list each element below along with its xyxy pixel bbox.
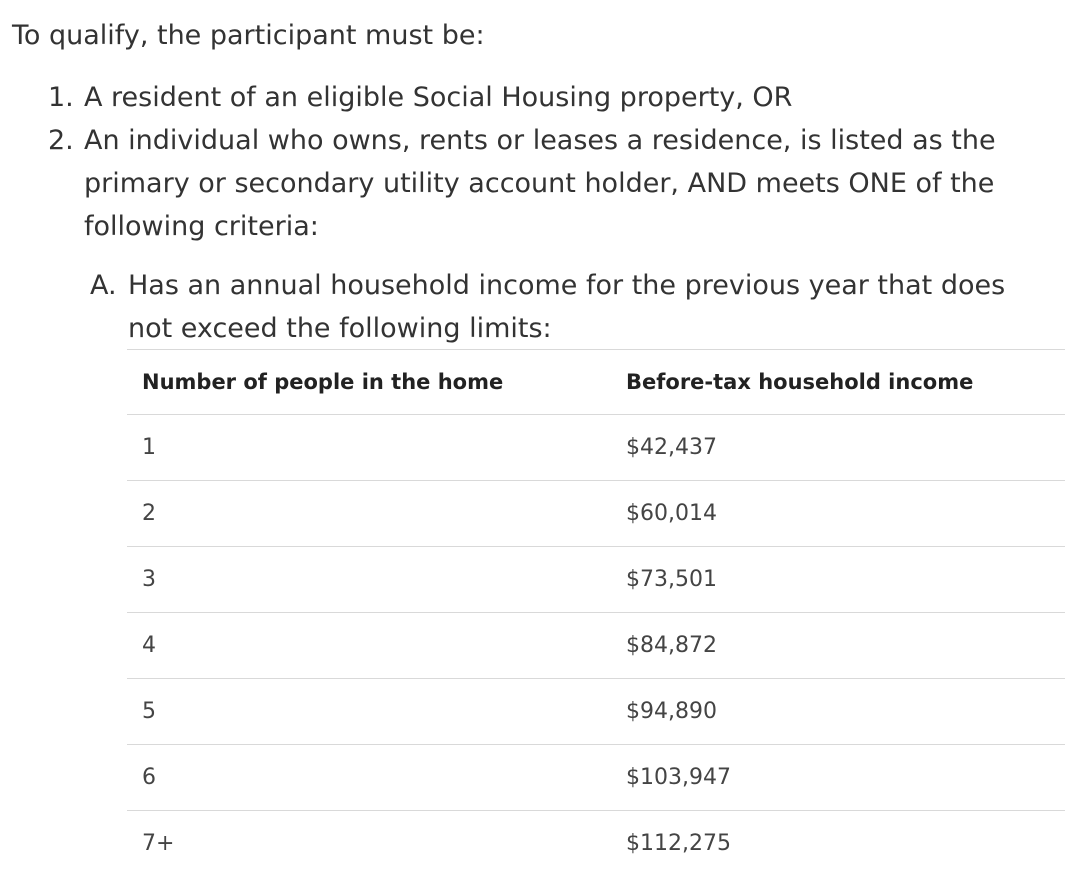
income-cell: $73,501: [611, 547, 1065, 613]
people-count-cell: 1: [127, 415, 611, 481]
table-row: [127, 613, 1065, 679]
people-count-cell: 7+: [142, 831, 175, 856]
table-row: [127, 745, 1065, 811]
header-income: Before-tax household income: [611, 350, 1065, 415]
income-cell: $60,014: [611, 481, 1065, 547]
people-count-cell: 3: [127, 547, 611, 613]
criteria-text: A resident of an eligible Social Housing property, OR: [84, 82, 793, 113]
sub-criteria-item: [0, 264, 1080, 350]
income-cell: $103,947: [611, 745, 1065, 811]
income-limits-table: [127, 349, 1065, 876]
table-header-row: [127, 350, 1065, 415]
sub-criteria-list: [0, 264, 1080, 350]
criteria-number: 1.: [48, 82, 74, 113]
people-count-cell: 4: [127, 613, 611, 679]
table-row: [127, 679, 1065, 745]
income-cell: $112,275: [626, 831, 731, 856]
people-count-cell: 5: [127, 679, 611, 745]
sub-criteria-text: Has an annual household income for the previous year that does not exceed the following limits:: [128, 270, 1006, 344]
people-count-cell: 2: [127, 481, 611, 547]
income-cell: $94,890: [611, 679, 1065, 745]
sub-criteria-letter: A.: [90, 270, 117, 301]
table-row: [127, 415, 1065, 481]
intro-text: To qualify, the participant must be:: [12, 20, 485, 51]
table-row: [127, 811, 1065, 877]
income-cell: $42,437: [611, 415, 1065, 481]
table-row: [127, 547, 1065, 613]
income-cell: $84,872: [611, 613, 1065, 679]
table-row: [127, 481, 1065, 547]
criteria-text: An individual who owns, rents or leases a residence, is listed as the primary or secondary utility account holder, AND meets ONE of the following criteria:: [84, 125, 996, 242]
header-people: Number of people in the home: [127, 350, 611, 415]
people-count-cell: 6: [127, 745, 611, 811]
criteria-item: [0, 119, 1080, 248]
criteria-number: 2.: [48, 125, 74, 156]
criteria-item: [0, 76, 1080, 119]
criteria-list: [0, 76, 1080, 248]
